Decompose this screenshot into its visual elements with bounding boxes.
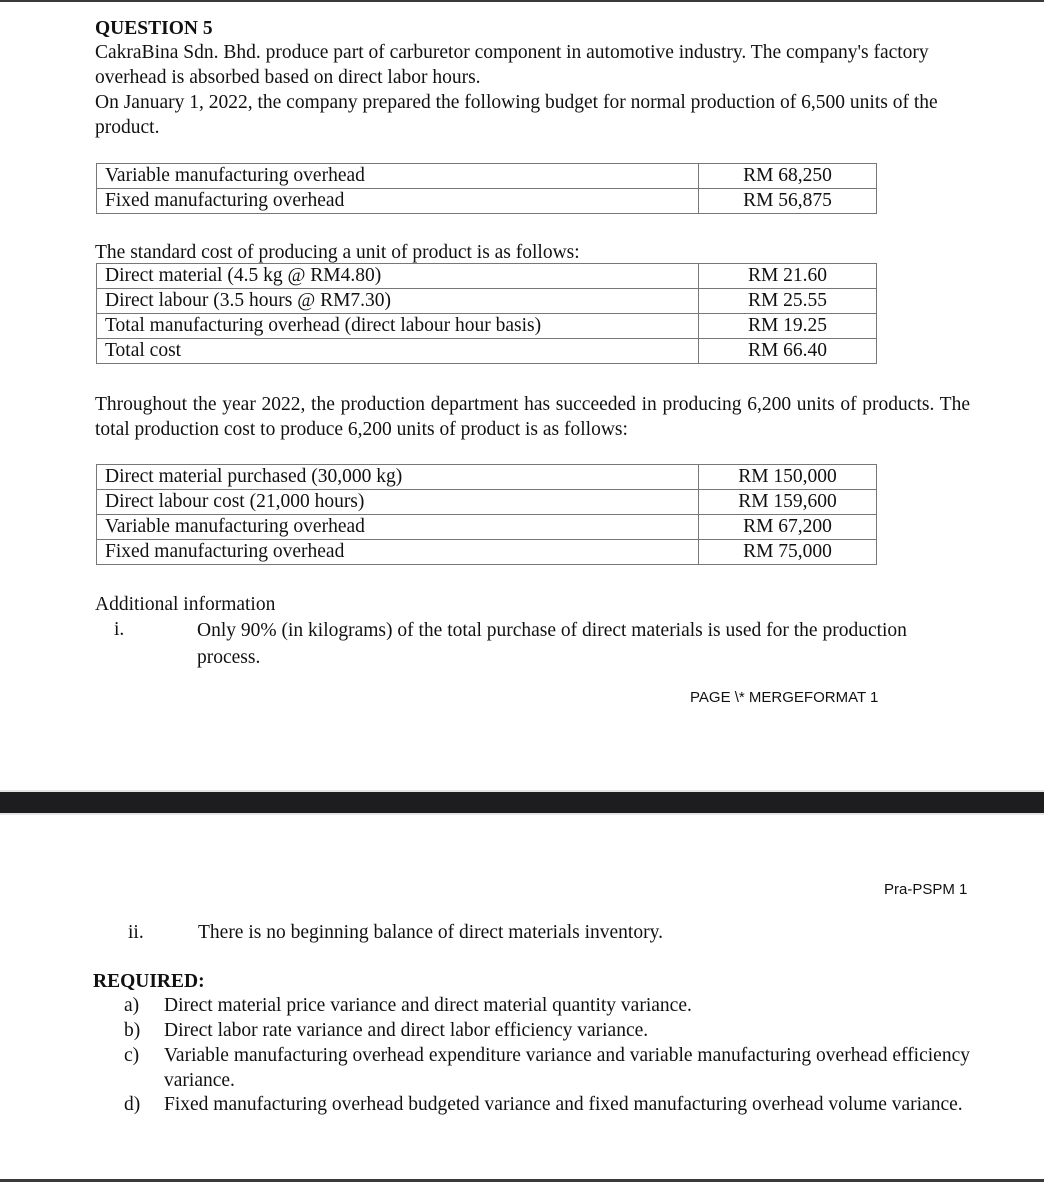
additional-info-heading: Additional information (95, 594, 276, 615)
required-item-label: d) (124, 1094, 141, 1115)
required-item-label: c) (124, 1045, 140, 1066)
table-row (97, 465, 877, 490)
budget-amount: RM 56,875 (699, 189, 877, 214)
cost-amount: RM 21.60 (699, 264, 877, 289)
budget-label: Variable manufacturing overhead (97, 164, 699, 189)
actual-production-paragraph: Throughout the year 2022, the production department has succeeded in producing 6,200 units of products. The total production cost to produce 6,200 units of product is as follows: (95, 394, 970, 440)
actual-amount: RM 67,200 (699, 515, 877, 540)
cost-amount: RM 19.25 (699, 314, 877, 339)
required-item-a (124, 993, 970, 1018)
cost-amount: RM 66.40 (699, 339, 877, 364)
actual-label: Variable manufacturing overhead (97, 515, 699, 540)
standard-cost-heading: The standard cost of producing a unit of product is as follows: (95, 242, 580, 263)
table-row (97, 164, 877, 189)
cost-label: Direct material (4.5 kg @ RM4.80) (97, 264, 699, 289)
actual-amount: RM 75,000 (699, 540, 877, 565)
table-row (97, 339, 877, 364)
page-footer-field: PAGE \* MERGEFORMAT 1 (690, 689, 879, 706)
table-row (97, 289, 877, 314)
actual-cost-table (96, 464, 877, 565)
standard-cost-table (96, 263, 877, 364)
required-item-b (124, 1018, 970, 1043)
cost-label: Total manufacturing overhead (direct labour hour basis) (97, 314, 699, 339)
required-item-text: Direct material price variance and direct material quantity variance. (164, 995, 692, 1016)
table-row (97, 490, 877, 515)
question-title: QUESTION 5 (95, 18, 213, 39)
additional-item-text: There is no beginning balance of direct materials inventory. (198, 922, 663, 943)
required-item-text: Variable manufacturing overhead expenditure variance and variable manufacturing overhead efficiency variance. (164, 1045, 970, 1091)
cost-amount: RM 25.55 (699, 289, 877, 314)
page-separator (0, 792, 1044, 813)
additional-item-number: ii. (128, 922, 144, 943)
actual-amount: RM 159,600 (699, 490, 877, 515)
required-item-text: Direct labor rate variance and direct labor efficiency variance. (164, 1020, 649, 1041)
actual-amount: RM 150,000 (699, 465, 877, 490)
actual-label: Direct labour cost (21,000 hours) (97, 490, 699, 515)
cost-label: Direct labour (3.5 hours @ RM7.30) (97, 289, 699, 314)
intro-paragraph-1: CakraBina Sdn. Bhd. produce part of carburetor component in automotive industry. The company's factory overhead is absorbed based on direct labor hours. (95, 42, 929, 88)
required-item-label: a) (124, 995, 140, 1016)
required-item-text: Fixed manufacturing overhead budgeted variance and fixed manufacturing overhead volume variance. (164, 1094, 963, 1115)
budget-amount: RM 68,250 (699, 164, 877, 189)
required-item-label: b) (124, 1020, 141, 1041)
table-row (97, 540, 877, 565)
table-row (97, 264, 877, 289)
required-item-d (124, 1092, 970, 1117)
required-heading: REQUIRED: (93, 971, 205, 992)
table-row (97, 189, 877, 214)
actual-label: Fixed manufacturing overhead (97, 540, 699, 565)
top-border-line (0, 0, 1044, 2)
table-row (97, 515, 877, 540)
required-item-c (124, 1043, 970, 1093)
intro-paragraph-2: On January 1, 2022, the company prepared the following budget for normal production of 6,500 units of the product. (95, 92, 938, 138)
cost-label: Total cost (97, 339, 699, 364)
budget-table (96, 163, 877, 214)
additional-item-text: Only 90% (in kilograms) of the total purchase of direct materials is used for the production process. (197, 620, 907, 668)
budget-label: Fixed manufacturing overhead (97, 189, 699, 214)
additional-item-number: i. (114, 619, 125, 640)
actual-label: Direct material purchased (30,000 kg) (97, 465, 699, 490)
page-header-label: Pra-PSPM 1 (884, 881, 968, 898)
table-row (97, 314, 877, 339)
